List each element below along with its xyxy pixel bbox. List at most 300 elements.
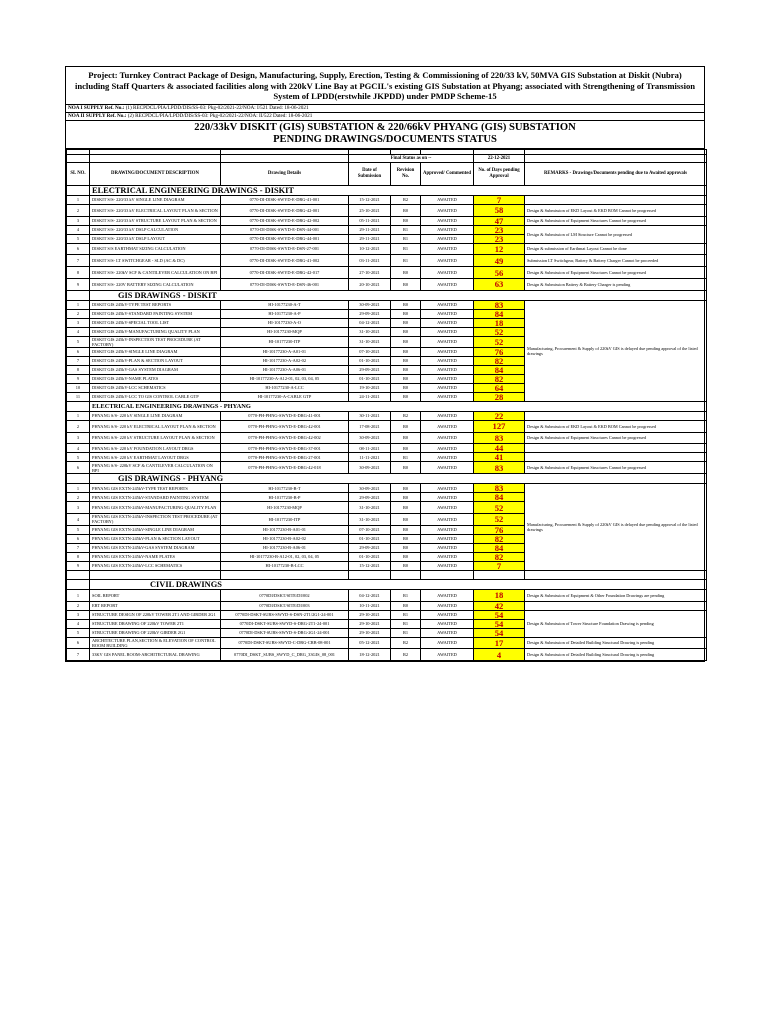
table-row (67, 411, 707, 420)
row-description: PHYANG GIS EXTN-245kV-SINGLE LINE DIAGRAM (90, 525, 221, 534)
row-revision: R0 (391, 513, 421, 525)
row-remarks: Design & Submission of EKD Layout & EKD BOM Cannot be progressed (525, 420, 707, 432)
table-row (67, 225, 707, 234)
row-revision: R0 (391, 392, 421, 401)
row-drawing-details: 0770-DI-DISK-SWYD-E-DRG-42-002 (221, 216, 349, 225)
row-revision: R0 (391, 300, 421, 309)
spacer-cell (67, 570, 90, 579)
row-revision: R0 (391, 543, 421, 552)
row-revision: R2 (391, 637, 421, 649)
row-date: 29-10-2021 (349, 610, 391, 619)
row-sl: 5 (67, 336, 90, 347)
row-description: DISKIT S/S- LT SWITCHGEAR - SLD (AC & DC) (90, 255, 221, 267)
row-description: DISKIT S/S- 220kV SCF & CANTILEVER CALCULATION ON BPI (90, 267, 221, 279)
row-date: 15-12-2021 (349, 561, 391, 570)
row-date: 30-09-2021 (349, 484, 391, 493)
section-sl-cell (67, 185, 90, 195)
row-status: AWAITED (421, 525, 474, 534)
row-status: AWAITED (421, 392, 474, 401)
table-row (67, 601, 707, 610)
row-days-pending: 18 (474, 589, 525, 601)
row-sl: 4 (67, 327, 90, 336)
row-sl: 9 (67, 278, 90, 290)
spacer-cell (525, 570, 707, 579)
row-date: 29-11-2021 (349, 234, 391, 243)
row-drawing-details: 0770DI-DSKT-SUBS-SWYD-S-DRG-2T1-24-001 (221, 619, 349, 628)
row-status: AWAITED (421, 561, 474, 570)
table-row (67, 432, 707, 444)
row-sl: 3 (67, 502, 90, 514)
row-revision: R0 (391, 502, 421, 514)
section-title: ELECTRICAL ENGINEERING DRAWINGS - PHYANG (90, 401, 707, 411)
row-sl: 1 (67, 484, 90, 493)
row-date: 01-10-2021 (349, 552, 391, 561)
spacer-cell (421, 570, 474, 579)
row-status: AWAITED (421, 453, 474, 462)
row-sl: 5 (67, 234, 90, 243)
row-date: 01-10-2021 (349, 374, 391, 383)
header-revision: Revision No. (391, 162, 421, 185)
row-sl: 2 (67, 204, 90, 216)
row-date: 17-08-2021 (349, 420, 391, 432)
row-drawing-details: 0770DI-DSKT-SUBS-SWYD-S-DRG-2G1-24-001 (221, 628, 349, 637)
row-sl: 3 (67, 216, 90, 225)
row-date: 30-09-2021 (349, 432, 391, 444)
section-title: ELECTRICAL ENGINEERING DRAWINGS - DISKIT (90, 185, 707, 195)
row-remarks (525, 601, 707, 610)
row-description: DISKIT GIS 245kV-STANDARD PAINTING SYSTEM (90, 309, 221, 318)
row-revision: R0 (391, 601, 421, 610)
row-date: 08-11-2021 (349, 444, 391, 453)
row-drawing-details: 0770-DI-DISK-SWYD-E-DRG-42-017 (221, 267, 349, 279)
row-date: 10-11-2021 (349, 601, 391, 610)
section-header-gis-phyang (67, 474, 707, 484)
row-description: PHYANG GIS EXTN-245kV-GAS SYSTEM DIAGRAM (90, 543, 221, 552)
row-remarks: Design & Submission of Equipment Structures Cannot be progressed (525, 432, 707, 444)
row-drawing-details: HI-10177230-A-LCC (221, 383, 349, 392)
row-date: 29-11-2021 (349, 225, 391, 234)
row-description: DISKIT S/S- 220/33 kV DSLP CALCULATION (90, 225, 221, 234)
row-days-pending: 76 (474, 347, 525, 356)
row-days-pending: 58 (474, 204, 525, 216)
row-sl: 6 (67, 637, 90, 649)
row-status: AWAITED (421, 462, 474, 474)
row-sl: 1 (67, 411, 90, 420)
table-row (67, 204, 707, 216)
report-title-2: PENDING DRAWINGS/DOCUMENTS STATUS (273, 133, 497, 145)
row-days-pending: 28 (474, 392, 525, 401)
section-sl-cell (67, 290, 90, 300)
row-drawing-details: 0770-PH-PHNG-SWYD-E-DRG-41-001 (221, 411, 349, 420)
row-drawing-details: HI-10177230-A-A06-01 (221, 365, 349, 374)
row-sl: 4 (67, 619, 90, 628)
row-sl: 6 (67, 462, 90, 474)
row-drawing-details: 0770-DI-DISK-SWYD-E-DRG-42-001 (221, 204, 349, 216)
row-sl: 9 (67, 561, 90, 570)
row-revision: R0 (391, 484, 421, 493)
row-days-pending: 82 (474, 534, 525, 543)
row-days-pending: 84 (474, 543, 525, 552)
row-date: 07-10-2021 (349, 347, 391, 356)
row-revision: R0 (391, 278, 421, 290)
row-days-pending: 83 (474, 432, 525, 444)
row-drawing-details: HI-10177230-B-A12-01, 02, 03, 04, 05 (221, 552, 349, 561)
row-drawing-details: 0770-PH-PHNG-SWYD-E-DRG-27-001 (221, 453, 349, 462)
row-description: PHYANG S/S- 220 kV SINGLE LINE DIAGRAM (90, 411, 221, 420)
row-days-pending: 18 (474, 318, 525, 327)
row-status: AWAITED (421, 356, 474, 365)
row-status: AWAITED (421, 336, 474, 347)
noa-supply-2 (66, 113, 704, 121)
row-revision: R1 (391, 225, 421, 234)
row-date: 31-10-2021 (349, 327, 391, 336)
final-status-row (67, 154, 707, 162)
row-drawing-details: HI-10177230-B-A01-01 (221, 525, 349, 534)
row-drawing-details: HI-10177230-MQP (221, 502, 349, 514)
row-status: AWAITED (421, 374, 474, 383)
row-revision: R2 (391, 411, 421, 420)
row-description: STRUCTURE DESIGN OF 220kV TOWER 2T1 AND GIRDER 2G1 (90, 610, 221, 619)
row-description: DISKIT S/S EARTHMAT SIZING CALCULATION (90, 243, 221, 255)
row-date: 30-09-2021 (349, 462, 391, 474)
row-drawing-details: HI-10177230-A-P (221, 309, 349, 318)
row-status: AWAITED (421, 309, 474, 318)
row-days-pending: 47 (474, 216, 525, 225)
row-revision: R0 (391, 267, 421, 279)
row-status: AWAITED (421, 601, 474, 610)
row-status: AWAITED (421, 619, 474, 628)
row-days-pending: 42 (474, 601, 525, 610)
row-sl: 8 (67, 365, 90, 374)
table-row (67, 637, 707, 649)
row-days-pending: 83 (474, 484, 525, 493)
row-revision: R0 (391, 347, 421, 356)
row-revision: R0 (391, 420, 421, 432)
row-revision: R0 (391, 383, 421, 392)
final-status-label: Final Status as on -- (349, 154, 474, 162)
row-description: DISKIT GIS 245kV-SPECIAL TOOL LIST (90, 318, 221, 327)
row-status: AWAITED (421, 628, 474, 637)
noa-supply-1 (66, 105, 704, 113)
row-date: 19-10-2021 (349, 383, 391, 392)
row-remarks: Design & Submission of Equipment Structures Cannot be progressed (525, 267, 707, 279)
row-drawing-details: 0770-PH-PHNG-SWYD-E-DRG-37-001 (221, 444, 349, 453)
row-remarks: Design & submission of Earthmat Layout Cannot be done (525, 243, 707, 255)
spacer-cell (221, 570, 349, 579)
row-revision: R1 (391, 234, 421, 243)
section-sl-cell (67, 401, 90, 411)
row-sl: 5 (67, 628, 90, 637)
row-remarks (525, 444, 707, 453)
row-days-pending: 4 (474, 649, 525, 661)
row-sl: 3 (67, 610, 90, 619)
row-description: DISKIT GIS 245kV-LCC TO GIS CONTROL CABLE GTP (90, 392, 221, 401)
row-remarks: Manufacturing, Procurement & Supply of 220kV GIS is delayed due pending approval of the listed drawings (525, 484, 707, 571)
row-date: 10-12-2021 (349, 243, 391, 255)
row-status: AWAITED (421, 255, 474, 267)
header-description: DRAWING/DOCUMENT DESCRIPTION (90, 162, 221, 185)
row-days-pending: 127 (474, 420, 525, 432)
row-status: AWAITED (421, 513, 474, 525)
section-title: GIS DRAWINGS - PHYANG (90, 474, 707, 484)
row-date: 30-11-2021 (349, 411, 391, 420)
row-status: AWAITED (421, 589, 474, 601)
row-days-pending: 49 (474, 255, 525, 267)
row-sl: 7 (67, 543, 90, 552)
row-date: 01-10-2021 (349, 356, 391, 365)
section-header-elec-phyang (67, 401, 707, 411)
row-sl: 7 (67, 255, 90, 267)
row-sl: 6 (67, 243, 90, 255)
row-status: AWAITED (421, 216, 474, 225)
row-days-pending: 52 (474, 336, 525, 347)
table-row (67, 649, 707, 661)
row-sl: 2 (67, 420, 90, 432)
row-date: 11-11-2021 (349, 453, 391, 462)
row-days-pending: 17 (474, 637, 525, 649)
row-drawing-details: HI-10177230-A-O (221, 318, 349, 327)
row-revision: R0 (391, 356, 421, 365)
row-revision: R0 (391, 204, 421, 216)
row-status: AWAITED (421, 347, 474, 356)
row-status: AWAITED (421, 420, 474, 432)
row-remarks: Submission LT Switchgear, Battery & Battery Charger Cannot be proceeded (525, 255, 707, 267)
header-days-pending: No. of Days pending Approval (474, 162, 525, 185)
row-sl: 6 (67, 347, 90, 356)
row-revision: R0 (391, 374, 421, 383)
row-drawing-details: 0770-PH-PHNG-SWYD-E-DRG-42-018 (221, 462, 349, 474)
row-sl: 3 (67, 432, 90, 444)
row-revision: R0 (391, 432, 421, 444)
row-days-pending: 23 (474, 234, 525, 243)
row-status: AWAITED (421, 493, 474, 502)
row-description: PHYANG GIS EXTN-245kV-MANUFACTURING QUALITY PLAN (90, 502, 221, 514)
header-drawing-details: Drawing Details (221, 162, 349, 185)
header-remarks: REMARKS - Drawings/Documents pending due to Awaited approvals (525, 162, 707, 185)
section-header-civil (67, 579, 707, 589)
row-status: AWAITED (421, 502, 474, 514)
row-description: PHYANG S/S- 220 kV STRUCTURE LAYOUT PLAN & SECTION (90, 432, 221, 444)
row-days-pending: 12 (474, 243, 525, 255)
spacer-cell (349, 570, 391, 579)
noa-2-label: NOA II SUPPLY Ref. No.: (68, 112, 127, 119)
row-revision: R1 (391, 453, 421, 462)
row-status: AWAITED (421, 327, 474, 336)
row-date: 05-11-2021 (349, 216, 391, 225)
table-row (67, 444, 707, 453)
row-status: AWAITED (421, 543, 474, 552)
row-remarks: Design & Submission of Equipment & Other Foundation Drawings are pending (525, 589, 707, 601)
row-days-pending: 84 (474, 493, 525, 502)
row-drawing-details: HI-10177230-A-T (221, 300, 349, 309)
row-sl: 2 (67, 601, 90, 610)
row-drawing-details: HI-10177230-B-A02-02 (221, 534, 349, 543)
row-status: AWAITED (421, 610, 474, 619)
row-description: DISKIT S/S- 220/33 kV DSLP LAYOUT (90, 234, 221, 243)
row-remarks (525, 195, 707, 204)
row-days-pending: 56 (474, 267, 525, 279)
row-date: 30-09-2021 (349, 300, 391, 309)
row-remarks: Design & Submission of EKD Layout & EKD BOM Cannot be progressed (525, 204, 707, 216)
row-description: DISKIT GIS 245kV-MANUFACTURING QUALITY PLAN (90, 327, 221, 336)
document-sheet (65, 66, 705, 662)
row-days-pending: 84 (474, 365, 525, 374)
row-drawing-details: 0770-PH-PHNG-SWYD-E-DRG-42-001 (221, 420, 349, 432)
row-date: 04-12-2021 (349, 589, 391, 601)
row-revision: R2 (391, 649, 421, 661)
row-revision: R0 (391, 327, 421, 336)
row-remarks: Design & Submission of Detailed Building Structural Drawing is pending (525, 637, 707, 649)
row-description: PHYANG S/S- 220 kV EARTHMAT LAYOUT DRGS (90, 453, 221, 462)
row-date: 18-12-2021 (349, 649, 391, 661)
table-row (67, 453, 707, 462)
row-description: PHYANG S/S- 220kV SCF & CANTILEVER CALCULATION ON BPI (90, 462, 221, 474)
row-sl: 7 (67, 356, 90, 365)
row-drawing-details: HI-10177230-A-A02-02 (221, 356, 349, 365)
row-description: STRUCTURE DRAWING OF 220kV TOWER 2T1 (90, 619, 221, 628)
row-drawing-details: 0770-DI-DISK-SWYD-E-DRG-41-002 (221, 255, 349, 267)
row-status: AWAITED (421, 318, 474, 327)
row-description: DISKIT GIS 245kV-TYPE TEST REPORTS (90, 300, 221, 309)
row-remarks: Design & Submission of Equipment Structures Cannot be progressed (525, 216, 707, 225)
row-status: AWAITED (421, 444, 474, 453)
row-description: PHYANG S/S- 220 kV ELECTRICAL LAYOUT PLAN & SECTION (90, 420, 221, 432)
row-drawing-details: HI-10177230-MQP (221, 327, 349, 336)
row-remarks: Design & Submission of Equipment Structures Cannot be progressed (525, 462, 707, 474)
row-days-pending: 52 (474, 502, 525, 514)
row-revision: R0 (391, 462, 421, 474)
row-status: AWAITED (421, 383, 474, 392)
row-status: AWAITED (421, 365, 474, 374)
row-description: DISKIT S/S- 220/33 kV SINGLE LINE DIAGRAM (90, 195, 221, 204)
table-row (67, 484, 707, 493)
row-description: DISKIT GIS 245kV-LCC SCHEMATICS (90, 383, 221, 392)
row-status: AWAITED (421, 649, 474, 661)
pending-drawings-table (66, 149, 707, 661)
row-revision: R0 (391, 552, 421, 561)
row-date: 29-10-2021 (349, 619, 391, 628)
row-description: PHYANG GIS EXTN-245kV-STANDARD PAINTING SYSTEM (90, 493, 221, 502)
row-remarks: Manufacturing, Procurement & Supply of 220kV GIS is delayed due pending approval of the listed drawings (525, 300, 707, 401)
section-sl-cell (67, 579, 90, 589)
row-description: PHYANG GIS EXTN-245kV-INSPECTION TEST PROCEDURE (AT FACTORY) (90, 513, 221, 525)
row-days-pending: 82 (474, 356, 525, 365)
report-title-1: 220/33kV DISKIT (GIS) SUBSTATION & 220/66kV PHYANG (GIS) SUBSTATION (194, 121, 576, 133)
header-date: Date of Submission (349, 162, 391, 185)
row-revision: R0 (391, 534, 421, 543)
row-drawing-details: 0770DI-DSKT-SUBS-SWYD-S-DSN-2T1/2G1-24-001 (221, 610, 349, 619)
row-days-pending: 76 (474, 525, 525, 534)
row-sl: 5 (67, 453, 90, 462)
spacer-cell (391, 570, 421, 579)
table-row (67, 589, 707, 601)
row-revision: R0 (391, 318, 421, 327)
table-row (67, 610, 707, 619)
row-days-pending: 64 (474, 383, 525, 392)
row-drawing-details: HI-10177230-ITP (221, 336, 349, 347)
row-date: 29-09-2021 (349, 309, 391, 318)
row-revision: R1 (391, 628, 421, 637)
table-row (67, 243, 707, 255)
row-status: AWAITED (421, 432, 474, 444)
row-description: DISKIT GIS 245kV-INSPECTION TEST PROCEDURE (AT FACTORY) (90, 336, 221, 347)
row-status: AWAITED (421, 300, 474, 309)
row-description: DISKIT GIS 245kV-SINGLE LINE DIAGRAM (90, 347, 221, 356)
row-days-pending: 22 (474, 411, 525, 420)
row-drawing-details: 0770DI/DSKT/SITE/DI/002 (221, 589, 349, 601)
row-drawing-details: 0770DI-DSKT-SUBS-SWYD-C-DRG-CRB-08-001 (221, 637, 349, 649)
row-remarks: Design & Submission Battery & Battery Charger is pending (525, 278, 707, 290)
row-drawing-details: 0770-DI-DISK-SWYD-E-DSN-27-001 (221, 243, 349, 255)
row-date: 15-12-2021 (349, 195, 391, 204)
row-drawing-details: 0770-DI-DISK-SWYD-E-DRG-41-001 (221, 195, 349, 204)
row-days-pending: 7 (474, 561, 525, 570)
table-row (67, 216, 707, 225)
row-status: AWAITED (421, 278, 474, 290)
row-sl: 8 (67, 552, 90, 561)
row-status: AWAITED (421, 411, 474, 420)
row-date: 05-12-2021 (349, 637, 391, 649)
row-sl: 5 (67, 525, 90, 534)
row-description: DISKIT S/S- 220/33 kV STRUCTURE LAYOUT PLAN & SECTION (90, 216, 221, 225)
row-sl: 6 (67, 534, 90, 543)
row-description: ERT REPORT (90, 601, 221, 610)
spacer-cell (90, 570, 221, 579)
row-drawing-details: HI-10177230-ITP (221, 513, 349, 525)
row-drawing-details: HI-10177230-B-P (221, 493, 349, 502)
row-revision: R1 (391, 243, 421, 255)
row-drawing-details: HI-10177230-B-LCC (221, 561, 349, 570)
row-revision: R0 (391, 216, 421, 225)
row-date: 29-10-2021 (349, 628, 391, 637)
section-title: GIS DRAWINGS - DISKIT (90, 290, 707, 300)
project-title: Project: Turnkey Contract Package of Design, Manufacturing, Supply, Erection, Testing & Commissioning of 220/33 kV, 50MVA GIS Substation at Diskit (Nubra) including Staff Quarters & associated facilities along with 220kV Line Bay at PGCIL's existing GIS Substation at Phyang; associated with Strengthening of Transmission System of LPDD(erstwhile JKPDD) under PMDP Scheme-15 (66, 67, 704, 105)
row-revision: R0 (391, 561, 421, 570)
row-status: AWAITED (421, 484, 474, 493)
row-remarks: Design & Submission of Detailed Building Structural Drawing is pending (525, 649, 707, 661)
row-drawing-details: HI-10177230-B-T (221, 484, 349, 493)
row-drawing-details: HI-10177230-A-A01-01 (221, 347, 349, 356)
row-date: 03-11-2021 (349, 255, 391, 267)
row-status: AWAITED (421, 534, 474, 543)
row-days-pending: 52 (474, 513, 525, 525)
row-days-pending: 54 (474, 628, 525, 637)
noa-1-text: (1) RECPDCL/PIA/LPDD/DIS/SS-03: Pkg-02/2021-22/NOA: I/521 Dated: 18-06-2021 (125, 104, 309, 111)
table-row (67, 255, 707, 267)
row-revision: R0 (391, 444, 421, 453)
row-days-pending: 52 (474, 327, 525, 336)
row-drawing-details: 0770-PH-PHNG-SWYD-E-DRG-42-002 (221, 432, 349, 444)
row-status: AWAITED (421, 637, 474, 649)
row-drawing-details: HI-10177230-A-A12-01, 02, 03, 04, 05 (221, 374, 349, 383)
row-sl: 2 (67, 493, 90, 502)
table-header-row (67, 162, 707, 185)
row-drawing-details: 0770DI/DSKT/SITE/DI/003 (221, 601, 349, 610)
row-revision: R1 (391, 255, 421, 267)
final-status-date: 22-12-2021 (474, 154, 525, 162)
row-days-pending: 63 (474, 278, 525, 290)
row-revision: R0 (391, 493, 421, 502)
row-date: 24-11-2021 (349, 392, 391, 401)
noa-2-text: (2) RECPDCL/PIA/LPDD/DIS/SS-03: Pkg-02/2021-22/NOA: II/522 Dated: 18-06-2021 (127, 112, 313, 119)
row-description: PHYANG GIS EXTN-245kV-PLAN & SECTION LAYOUT (90, 534, 221, 543)
section-sl-cell (67, 474, 90, 484)
row-revision: R0 (391, 309, 421, 318)
table-row (67, 420, 707, 432)
row-status: AWAITED (421, 195, 474, 204)
row-description: DISKIT S/S- 220V BATTERY SIZING CALCULATION (90, 278, 221, 290)
row-sl: 4 (67, 513, 90, 525)
